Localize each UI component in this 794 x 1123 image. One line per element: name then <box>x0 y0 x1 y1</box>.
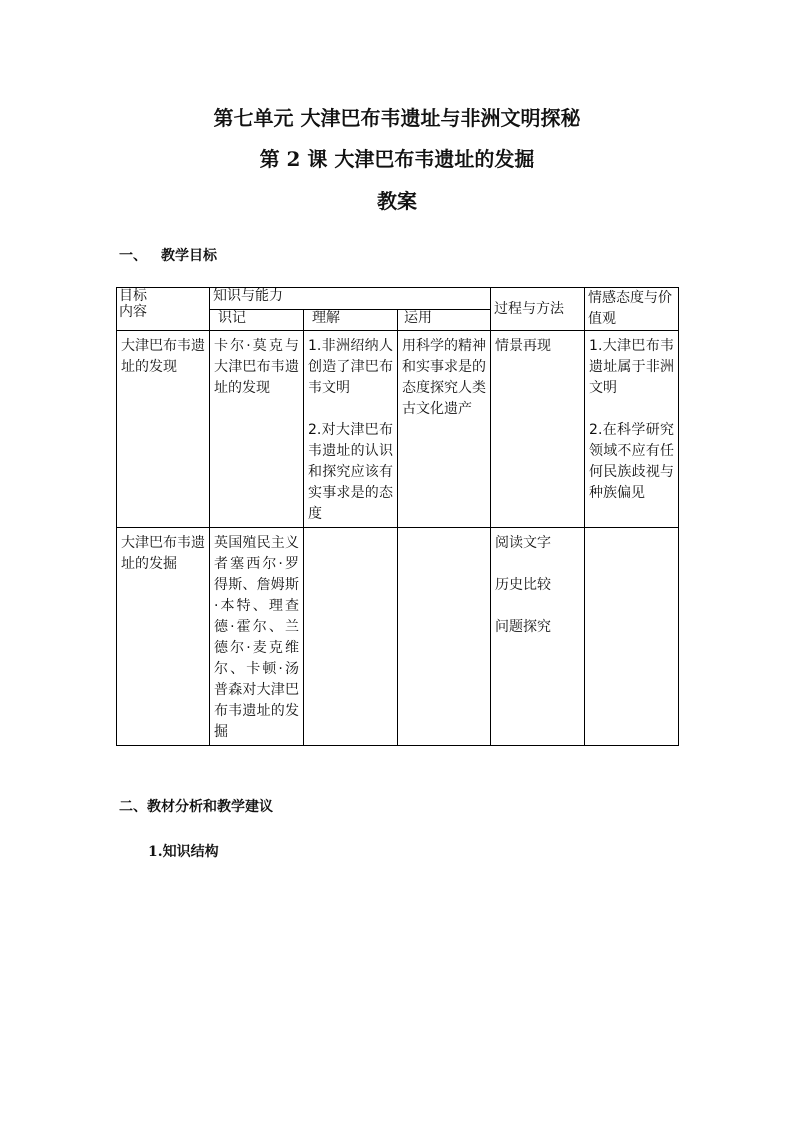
cell-content: 大津巴布韦遗址的发现 <box>117 331 210 528</box>
corner-label-bottom: 内容 <box>119 304 147 320</box>
section-heading: 教学目标 <box>161 248 217 264</box>
emotion-point: 1.大津巴布韦遗址属于非洲文明 <box>589 338 675 396</box>
lesson-title: 第 2 课 大津巴布韦遗址的发掘 <box>259 147 535 171</box>
section-number: 一、 <box>119 248 147 264</box>
cell-understand <box>304 528 398 746</box>
process-item: 情景再现 <box>495 338 552 354</box>
understand-point: 2.对大津巴布韦遗址的认识和探究应该有实事求是的态度 <box>308 422 393 522</box>
cell-apply <box>398 528 491 746</box>
header-knowledge-ability: 知识与能力 <box>210 288 491 310</box>
process-item: 问题探究 <box>495 619 552 635</box>
cell-content: 大津巴布韦遗址的发掘 <box>117 528 210 746</box>
cell-apply: 用科学的精神和实事求是的态度探究人类古文化遗产 <box>398 331 491 528</box>
document-type-title: 教案 <box>377 189 417 213</box>
emotion-point: 2.在科学研究领域不应有任何民族歧视与种族偏见 <box>589 422 675 501</box>
cell-recall: 英国殖民主义者塞西尔·罗得斯、詹姆斯·本特、理查德·霍尔、兰德尔·麦克维尔、卡顿·汤普森对大津巴布韦遗址的发掘 <box>210 528 304 746</box>
header-corner-cell <box>117 288 210 331</box>
corner-label-top: 目标 <box>119 288 147 304</box>
cell-emotion <box>585 528 679 746</box>
cell-process <box>491 528 585 746</box>
cell-recall: 卡尔·莫克与大津巴布韦遗址的发现 <box>210 331 304 528</box>
process-item: 历史比较 <box>495 577 552 593</box>
header-emotion-values: 情感态度与价值观 <box>585 288 679 331</box>
understand-point: 1.非洲绍纳人创造了津巴布韦文明 <box>308 338 393 396</box>
unit-title: 第七单元 大津巴布韦遗址与非洲文明探秘 <box>213 106 581 130</box>
cell-emotion <box>585 331 679 528</box>
header-recall: 识记 <box>210 309 304 331</box>
cell-understand <box>304 331 398 528</box>
section-teaching-objectives <box>119 247 217 265</box>
header-understand: 理解 <box>304 309 398 331</box>
section-material-analysis: 二、教材分析和教学建议 <box>119 799 273 815</box>
table-row <box>117 528 679 746</box>
table-header-row <box>117 288 679 310</box>
header-apply: 运用 <box>398 309 491 331</box>
header-process-method: 过程与方法 <box>491 288 585 331</box>
objectives-table <box>116 287 679 746</box>
table-row <box>117 331 679 528</box>
process-item: 阅读文字 <box>495 535 552 551</box>
cell-process <box>491 331 585 528</box>
subsection-knowledge-structure: 1.知识结构 <box>148 844 219 860</box>
